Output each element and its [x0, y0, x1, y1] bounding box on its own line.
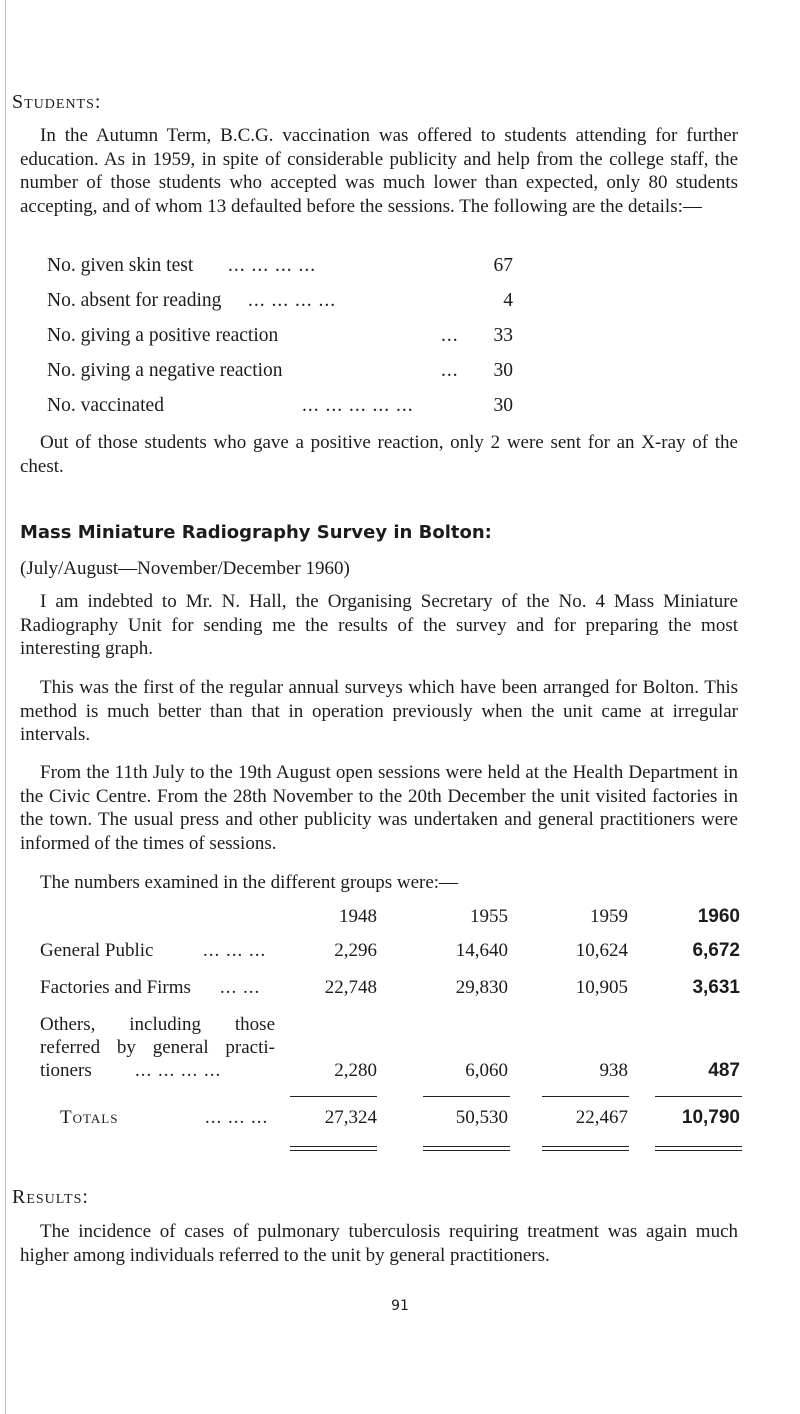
details-dots: ... [441, 360, 459, 381]
details-value: 67 [493, 255, 513, 276]
students-heading: Students: [12, 91, 102, 113]
details-dots: ... ... ... ... ... [302, 395, 414, 416]
year-header: 1960 [697, 906, 740, 927]
details-value: 30 [493, 395, 513, 416]
students-outro-paragraph: Out of those students who gave a positive reaction, only 2 were sent for an X-ray of the chest. [20, 432, 738, 477]
double-rule [655, 1146, 742, 1147]
row-label-line: Others, including those [40, 1014, 275, 1035]
details-label: No. vaccinated [47, 395, 164, 416]
sum-rule [423, 1096, 510, 1097]
total-value: 22,467 [575, 1107, 628, 1128]
details-dots: ... [441, 325, 459, 346]
details-value: 30 [493, 360, 513, 381]
table-intro: The numbers examined in the different groups were:— [40, 872, 459, 893]
details-label: No. giving a positive reaction [47, 325, 279, 346]
double-rule [290, 1146, 377, 1147]
details-dots: ... ... ... ... [248, 290, 337, 311]
year-header: 1959 [590, 906, 628, 927]
cell-value: 938 [599, 1060, 628, 1081]
double-rule [542, 1150, 629, 1151]
details-value: 33 [493, 325, 513, 346]
total-value: 27,324 [324, 1107, 377, 1128]
row-label: Factories and Firms [40, 977, 191, 998]
sum-rule [290, 1096, 377, 1097]
row-label-line: referred by general practi- [40, 1037, 275, 1058]
cell-value: 10,905 [575, 977, 628, 998]
year-header: 1955 [470, 906, 508, 927]
sum-rule [542, 1096, 629, 1097]
cell-value: 10,624 [575, 940, 628, 961]
row-label: General Public [40, 940, 154, 961]
double-rule [542, 1146, 629, 1147]
cell-value: 2,280 [334, 1060, 377, 1081]
total-value: 10,790 [681, 1107, 740, 1128]
row-dots: ... ... ... [203, 940, 267, 961]
cell-value: 3,631 [692, 977, 740, 998]
survey-paragraph-2: This was the first of the regular annual surveys which have been arranged for Bolton. This method is much better than that in operation previously when the unit came at irregular intervals. [20, 677, 738, 745]
totals-label: Totals [60, 1107, 119, 1128]
students-intro-paragraph: In the Autumn Term, B.C.G. vaccination was offered to students attending for further education. As in 1959, in spite of considerable publicity and help from the college staff, the number of those students who accepted was much lower than expected, only 80 students accepting, and of whom 13 defaulted before the sessions. The following are the details:— [20, 125, 738, 217]
double-rule [423, 1150, 510, 1151]
cell-value: 22,748 [324, 977, 377, 998]
cell-value: 6,672 [692, 940, 740, 961]
details-value: 4 [503, 290, 513, 311]
cell-value: 6,060 [465, 1060, 508, 1081]
double-rule [290, 1150, 377, 1151]
double-rule [655, 1150, 742, 1151]
total-value: 50,530 [455, 1107, 508, 1128]
double-rule [423, 1146, 510, 1147]
survey-dates: (July/August—November/December 1960) [20, 558, 350, 579]
results-heading: Results: [12, 1186, 89, 1208]
cell-value: 487 [708, 1060, 740, 1081]
details-dots: ... ... ... ... [228, 255, 317, 276]
survey-paragraph-3: From the 11th July to the 19th August open sessions were held at the Health Department in the Civic Centre. From the 28th November to the 20th December the unit visited factories in the town. The usual press and other publicity was undertaken and general practitioners were informed of the times of sessions. [20, 762, 738, 854]
row-dots: ... ... ... ... [135, 1060, 222, 1081]
cell-value: 14,640 [455, 940, 508, 961]
year-header: 1948 [339, 906, 377, 927]
details-label: No. given skin test [47, 255, 194, 276]
page-number: 91 [391, 1298, 409, 1314]
details-label: No. giving a negative reaction [47, 360, 283, 381]
cell-value: 29,830 [455, 977, 508, 998]
results-paragraph: The incidence of cases of pulmonary tuberculosis requiring treatment was again much higher among individuals referred to the unit by general practitioners. [20, 1221, 738, 1266]
cell-value: 2,296 [334, 940, 377, 961]
details-label: No. absent for reading [47, 290, 222, 311]
row-dots: ... ... [220, 977, 261, 998]
survey-paragraph-1: I am indebted to Mr. N. Hall, the Organising Secretary of the No. 4 Mass Miniature Radiography Unit for sending me the results of the survey and for preparing the most interesting graph. [20, 591, 738, 659]
row-dots: ... ... ... [205, 1107, 269, 1128]
survey-heading: Mass Miniature Radiography Survey in Bolton: [20, 522, 492, 543]
row-label-line: tioners [40, 1060, 92, 1081]
sum-rule [655, 1096, 742, 1097]
